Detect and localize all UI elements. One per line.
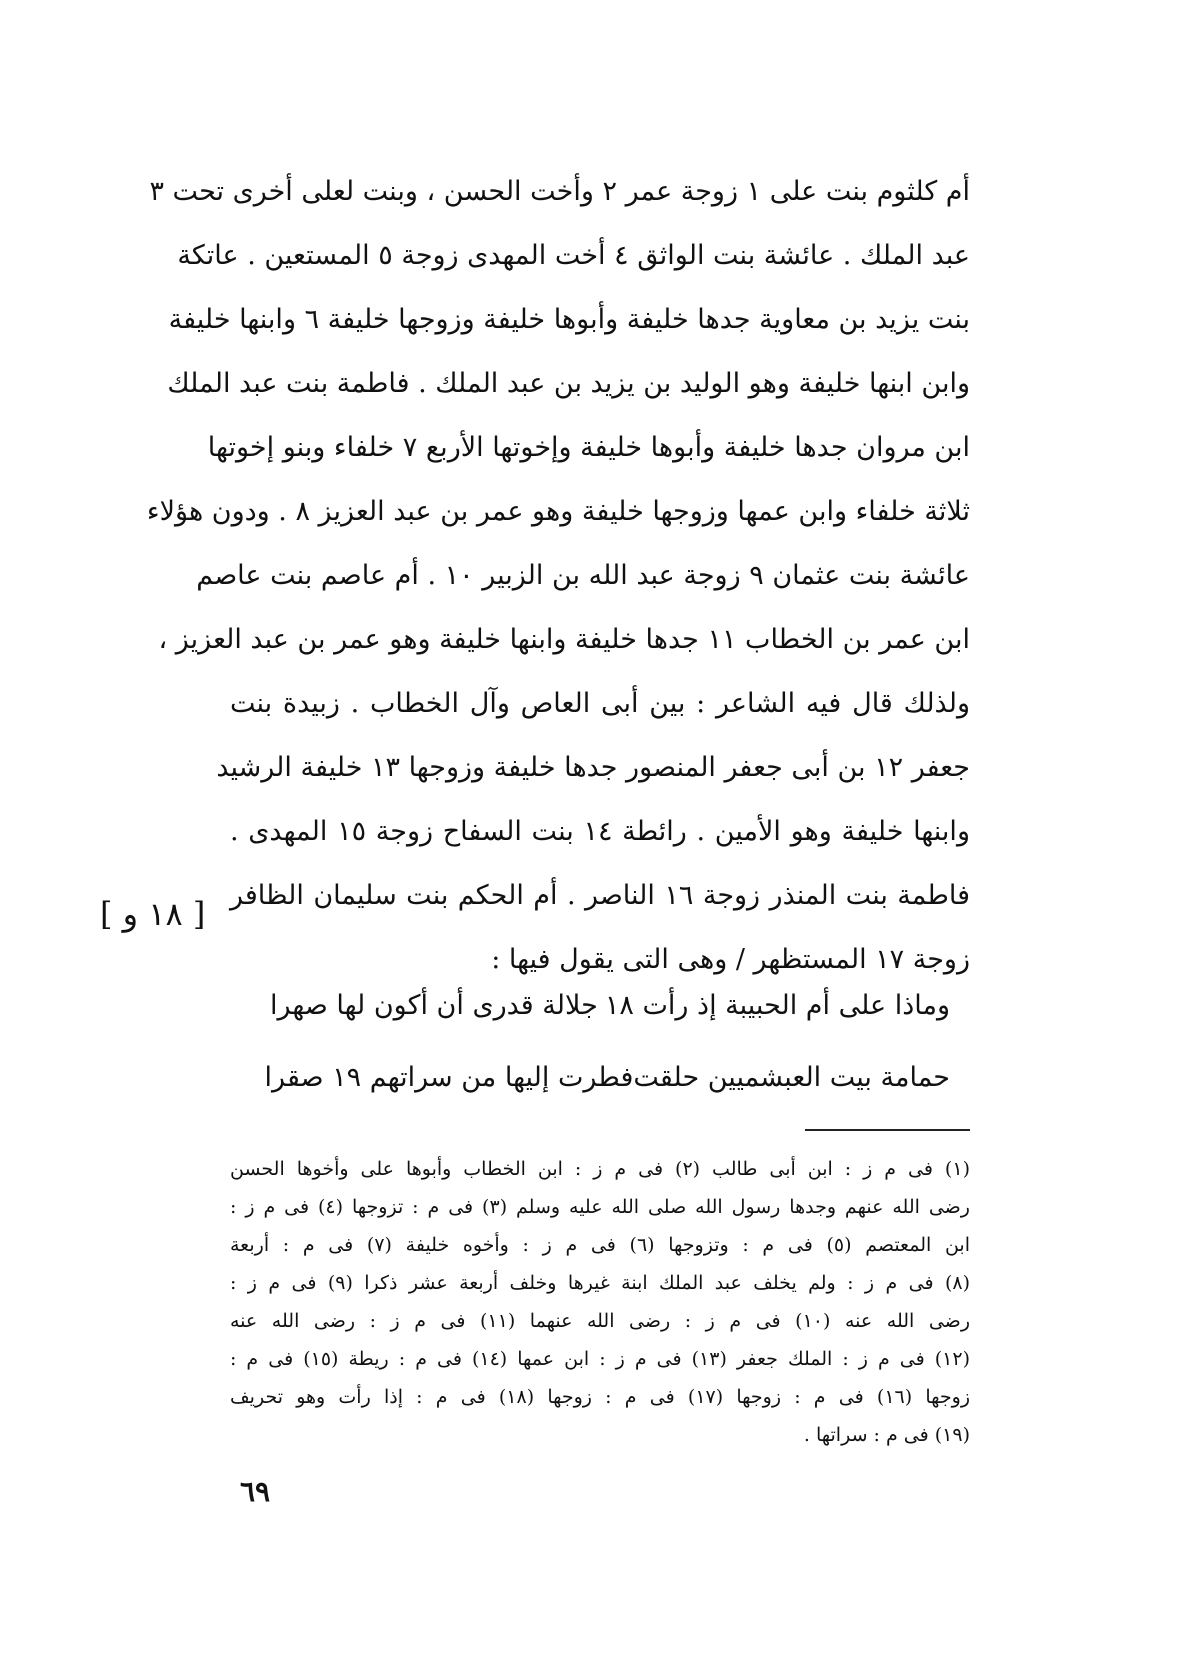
footnote-line: (١٩) فى م : سراتها . <box>803 1424 970 1446</box>
footnote-separator <box>805 1129 970 1131</box>
folio-marginal-note: [ ١٨ و ] <box>100 895 206 933</box>
text-line: بنت يزيد بن معاوية جدها خليفة وأبوها خليفة وزوجها خليفة ٦ وابنها خليفة <box>168 304 970 335</box>
text-line: ولذلك قال فيه الشاعر : بين أبى العاص وآل الخطاب . زبيدة بنت <box>230 688 970 719</box>
text-line: أم كلثوم بنت على ١ زوجة عمر ٢ وأخت الحسن ، وبنت لعلى أخرى تحت ٣ <box>149 176 970 207</box>
footnote-line: ابن المعتصم (٥) فى م : وتزوجها (٦) فى م ز : وأخوه خليفة (٧) فى م : أربعة <box>230 1234 970 1256</box>
text-line: عبد الملك . عائشة بنت الواثق ٤ أخت المهدى زوجة ٥ المستعين . عاتكة <box>177 240 970 271</box>
text-line: زوجة ١٧ المستظهر / وهى التى يقول فيها : <box>491 944 970 975</box>
text-line: فاطمة بنت المنذر زوجة ١٦ الناصر . أم الحكم بنت سليمان الظافر <box>230 880 971 911</box>
text-line: وابنها خليفة وهو الأمين . رائطة ١٤ بنت السفاح زوجة ١٥ المهدى . <box>230 816 970 847</box>
verse-second-hemistich: جلالة قدرى أن أكون لها صهرا <box>270 990 598 1021</box>
poem-verse <box>270 970 950 1042</box>
text-line: جعفر ١٢ بن أبى جعفر المنصور جدها خليفة وزوجها ١٣ خليفة الرشيد <box>216 752 970 783</box>
poem-verses <box>264 970 950 1114</box>
verse-first-hemistich: حمامة بيت العبشميين حلقت <box>633 1062 950 1093</box>
footnotes-block <box>230 1150 970 1454</box>
poem-verse <box>264 1042 950 1114</box>
footnote-line: رضى الله عنه (١٠) فى م ز : رضى الله عنهما (١١) فى م ز : رضى الله عنه <box>230 1310 970 1332</box>
page-number: ٦٩ <box>240 1475 271 1508</box>
text-line: ثلاثة خلفاء وابن عمها وزوجها خليفة وهو عمر بن عبد العزيز ٨ . ودون هؤلاء <box>146 496 970 527</box>
footnote-line: رضى الله عنهم وجدها رسول الله صلى الله عليه وسلم (٣) فى م : تزوجها (٤) فى م ز : <box>230 1196 970 1218</box>
text-line: ابن عمر بن الخطاب ١١ جدها خليفة وابنها خليفة وهو عمر بن عبد العزيز ، <box>158 624 970 655</box>
footnote-line: (١٢) فى م ز : الملك جعفر (١٣) فى م ز : ابن عمها (١٤) فى م : ريطة (١٥) فى م : <box>230 1348 970 1370</box>
text-line: وابن ابنها خليفة وهو الوليد بن يزيد بن عبد الملك . فاطمة بنت عبد الملك <box>167 368 970 399</box>
text-line: عائشة بنت عثمان ٩ زوجة عبد الله بن الزبير ١٠ . أم عاصم بنت عاصم <box>196 560 970 591</box>
text-line: ابن مروان جدها خليفة وأبوها خليفة وإخوتها الأربع ٧ خلفاء وبنو إخوتها <box>207 432 970 463</box>
footnote-line: زوجها (١٦) فى م : زوجها (١٧) فى م : زوجها (١٨) فى م : إذا رأت وهو تحريف <box>230 1386 971 1408</box>
footnote-line: (١) فى م ز : ابن أبى طالب (٢) فى م ز : ابن الخطاب وأبوها على وأخوها الحسن <box>230 1158 970 1180</box>
verse-second-hemistich: فطرت إليها من سراتهم ١٩ صقرا <box>264 1062 634 1093</box>
footnote-line: (٨) فى م ز : ولم يخلف عبد الملك ابنة غيرها وخلف أربعة عشر ذكرا (٩) فى م ز : <box>230 1272 970 1294</box>
verse-first-hemistich: وماذا على أم الحبيبة إذ رأت ١٨ <box>604 990 950 1021</box>
